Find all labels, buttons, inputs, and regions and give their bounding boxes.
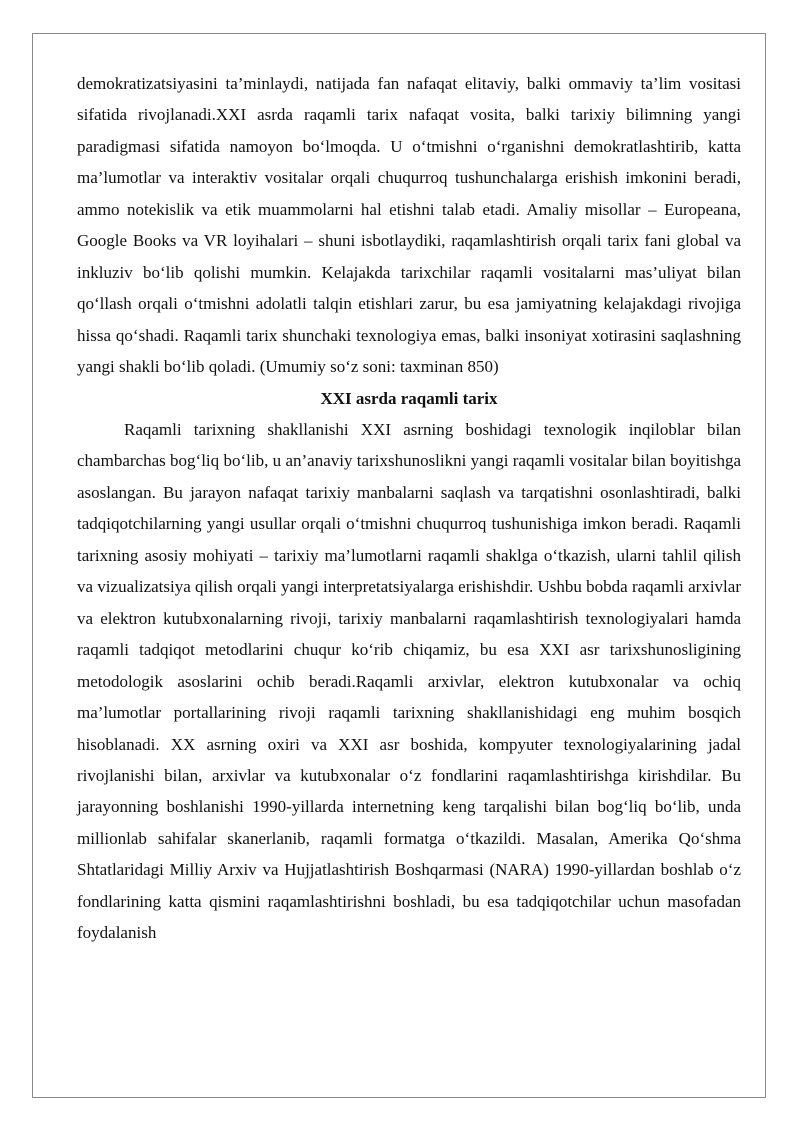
document-body <box>77 68 741 949</box>
paragraph-main: Raqamli tarixning shakllanishi XXI asrning boshidagi texnologik inqiloblar bilan chambarchas bog‘liq bo‘lib, u an’anaviy tarixshunoslikni yangi raqamli vositalar bilan boyitishga asoslangan. Bu jarayon nafaqat tarixiy manbalarni saqlash va tarqatishni osonlashtiradi, balki tadqiqotchilarning yangi usullar orqali o‘tmishni chuqurroq tushunishiga imkon beradi. Raqamli tarixning asosiy mohiyati – tarixiy ma’lumotlarni raqamli shaklga o‘tkazish, ularni tahlil qilish va vizualizatsiya qilish orqali yangi interpretatsiyalarga erishishdir. Ushbu bobda raqamli arxivlar va elektron kutubxonalarning rivoji, tarixiy manbalarni raqamlashtirish texnologiyalari hamda raqamli tadqiqot metodlarini chuqur ko‘rib chiqamiz, bu esa XXI asr tarixshunosligining metodologik asoslarini ochib beradi.Raqamli arxivlar, elektron kutubxonalar va ochiq ma’lumotlar portallarining rivoji raqamli tarixning shakllanishidagi eng muhim bosqich hisoblanadi. XX asrning oxiri va XXI asr boshida, kompyuter texnologiyalarining jadal rivojlanishi bilan, arxivlar va kutubxonalar o‘z fondlarini raqamlashtirishga kirishdilar. Bu jarayonning boshlanishi 1990-yillarda internetning keng tarqalishi bilan bog‘liq bo‘lib, unda millionlab sahifalar skanerlanib, raqamli formatga o‘tkazildi. Masalan, Amerika Qo‘shma Shtatlaridagi Milliy Arxiv va Hujjatlashtirish Boshqarmasi (NARA) 1990-yillardan boshlab o‘z fondlarining katta qismini raqamlashtirishni boshladi, bu esa tadqiqotchilar uchun masofadan foydalanish <box>77 419 741 943</box>
paragraph-continuation: demokratizatsiyasini ta’minlaydi, natijada fan nafaqat elitaviy, balki ommaviy ta’lim vositasi sifatida rivojlanadi.XXI asrda raqamli tarix nafaqat vosita, balki tarixiy bilimning yangi paradigmasi sifatida namoyon bo‘lmoqda. U o‘tmishni o‘rganishni demokratlashtirib, katta ma’lumotlar va interaktiv vositalar orqali chuqurroq tushunchalarga erishish imkonini beradi, ammo notekislik va etik muammolarni hal etishni talab etadi. Amaliy misollar – Europeana, Google Books va VR loyihalari – shuni isbotlaydiki, raqamlashtirish orqali tarix fani global va inkluziv bo‘lib qolishi mumkin. Kelajakda tarixchilar raqamli vositalarni mas’uliyat bilan qo‘llash orqali o‘tmishni adolatli talqin etishlari zarur, bu esa jamiyatning kelajakdagi rivojiga hissa qo‘shadi. Raqamli tarix shunchaki texnologiya emas, balki insoniyat xotirasini saqlashning yangi shakli bo‘lib qoladi. (Umumiy so‘z soni: taxminan 850) <box>77 74 741 377</box>
section-heading: XXI asrda raqamli tarix <box>320 388 498 408</box>
